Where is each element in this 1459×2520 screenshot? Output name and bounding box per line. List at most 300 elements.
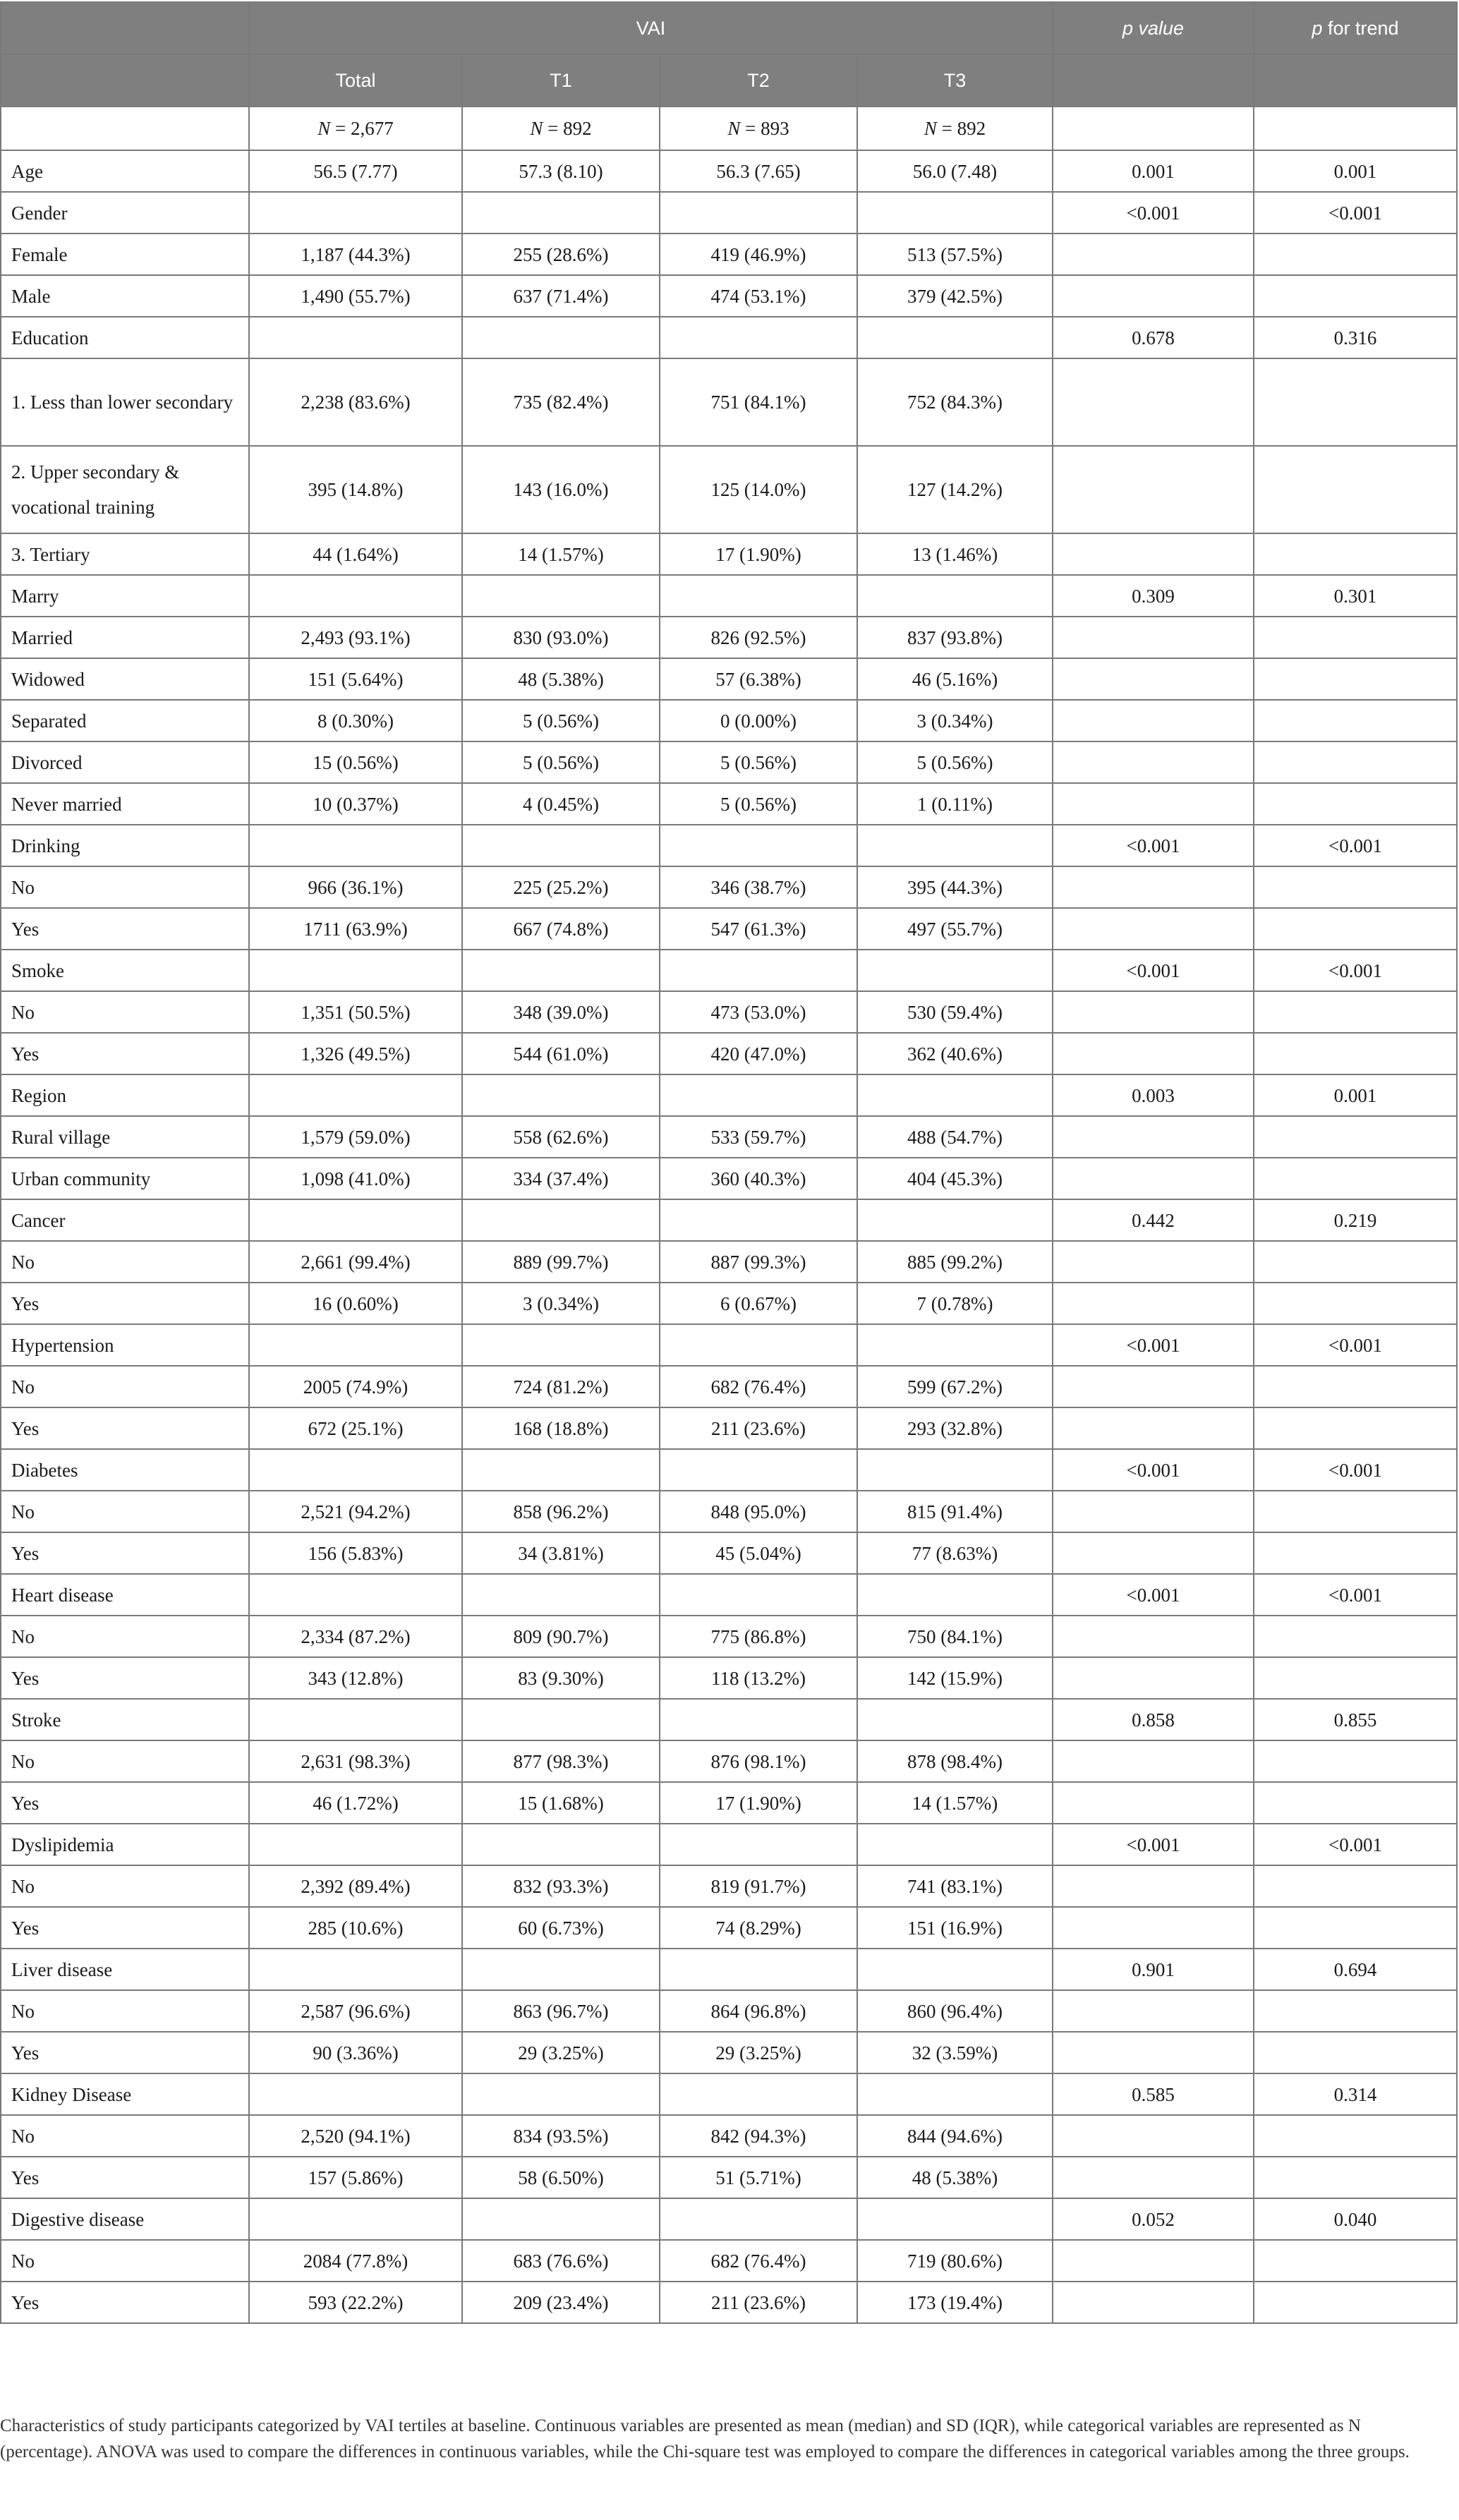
cell-p-value xyxy=(1053,234,1254,275)
n-t1 xyxy=(462,107,660,150)
cell-t3: 599 (67.2%) xyxy=(857,1366,1053,1407)
table-row xyxy=(1,1241,1457,1283)
cell-t2: 346 (38.7%) xyxy=(660,866,857,908)
table-row xyxy=(1,658,1457,700)
cell-t3: 14 (1.57%) xyxy=(857,1782,1053,1824)
table-row xyxy=(1,950,1457,991)
n-value: = 893 xyxy=(740,118,789,139)
cell-t3 xyxy=(857,575,1053,617)
cell-total xyxy=(249,2073,462,2115)
cell-t1 xyxy=(462,1824,660,1865)
cell-p-trend: 0.694 xyxy=(1254,1949,1457,1990)
cell-p-value xyxy=(1053,2032,1254,2073)
table-row xyxy=(1,2240,1457,2282)
cell-t3: 379 (42.5%) xyxy=(857,275,1053,317)
row-label: Divorced xyxy=(1,741,249,783)
cell-p-trend: 0.001 xyxy=(1254,1074,1457,1116)
cell-p-value xyxy=(1053,446,1254,533)
table-row xyxy=(1,358,1457,446)
cell-t2 xyxy=(660,2073,857,2115)
header-blank xyxy=(1,2,249,54)
cell-p-trend xyxy=(1254,783,1457,825)
row-label: No xyxy=(1,1990,249,2032)
cell-p-trend xyxy=(1254,2240,1457,2282)
cell-total xyxy=(249,1824,462,1865)
row-label: Age xyxy=(1,150,249,192)
cell-t3: 5 (0.56%) xyxy=(857,741,1053,783)
row-label: Yes xyxy=(1,908,249,950)
cell-t1: 558 (62.6%) xyxy=(462,1116,660,1158)
table-row xyxy=(1,1824,1457,1865)
cell-t1 xyxy=(462,1449,660,1491)
cell-t3: 513 (57.5%) xyxy=(857,234,1053,275)
cell-t3: 878 (98.4%) xyxy=(857,1740,1053,1782)
cell-t1: 15 (1.68%) xyxy=(462,1782,660,1824)
cell-t2: 876 (98.1%) xyxy=(660,1740,857,1782)
header-vai: VAI xyxy=(249,2,1053,54)
row-label: Marry xyxy=(1,575,249,617)
row-label: No xyxy=(1,1616,249,1657)
cell-total: 2084 (77.8%) xyxy=(249,2240,462,2282)
cell-total: 966 (36.1%) xyxy=(249,866,462,908)
cell-t1: 14 (1.57%) xyxy=(462,533,660,575)
row-label: Male xyxy=(1,275,249,317)
cell-p-value: <0.001 xyxy=(1053,1574,1254,1616)
header-t1: T1 xyxy=(462,54,660,107)
cell-t2 xyxy=(660,1949,857,1990)
cell-t3: 719 (80.6%) xyxy=(857,2240,1053,2282)
cell-p-value xyxy=(1053,1990,1254,2032)
cell-p-value: 0.858 xyxy=(1053,1699,1254,1740)
cell-t2 xyxy=(660,1074,857,1116)
cell-t3: 46 (5.16%) xyxy=(857,658,1053,700)
cell-t3: 741 (83.1%) xyxy=(857,1865,1053,1907)
table-row xyxy=(1,617,1457,658)
n-label: N xyxy=(727,118,741,139)
cell-t2: 0 (0.00%) xyxy=(660,700,857,741)
cell-t3 xyxy=(857,950,1053,991)
cell-t2: 864 (96.8%) xyxy=(660,1990,857,2032)
cell-t3: 885 (99.2%) xyxy=(857,1241,1053,1283)
cell-p-trend xyxy=(1254,1116,1457,1158)
cell-t2 xyxy=(660,1199,857,1241)
cell-total: 1711 (63.9%) xyxy=(249,908,462,950)
cell-total: 2,521 (94.2%) xyxy=(249,1491,462,1532)
cell-p-value xyxy=(1053,1782,1254,1824)
cell-t2: 29 (3.25%) xyxy=(660,2032,857,2073)
cell-total xyxy=(249,1074,462,1116)
cell-t3: 7 (0.78%) xyxy=(857,1283,1053,1324)
table-row xyxy=(1,1782,1457,1824)
cell-t2 xyxy=(660,317,857,358)
row-label: Never married xyxy=(1,783,249,825)
cell-total: 593 (22.2%) xyxy=(249,2282,462,2323)
cell-t2: 17 (1.90%) xyxy=(660,533,857,575)
table-row xyxy=(1,2032,1457,2073)
cell-t3: 3 (0.34%) xyxy=(857,700,1053,741)
cell-t2: 473 (53.0%) xyxy=(660,991,857,1033)
table-row xyxy=(1,275,1457,317)
cell-p-trend xyxy=(1254,1241,1457,1283)
table-row xyxy=(1,317,1457,358)
cell-p-trend xyxy=(1254,1033,1457,1074)
cell-p-value xyxy=(1053,908,1254,950)
cell-t2: 775 (86.8%) xyxy=(660,1616,857,1657)
cell-t2: 682 (76.4%) xyxy=(660,2240,857,2282)
cell-p-value xyxy=(1053,1657,1254,1699)
cell-t1: 5 (0.56%) xyxy=(462,700,660,741)
cell-t1: 209 (23.4%) xyxy=(462,2282,660,2323)
cell-p-trend xyxy=(1254,2282,1457,2323)
n-value: = 892 xyxy=(936,118,986,139)
cell-t3 xyxy=(857,317,1053,358)
cell-t2: 420 (47.0%) xyxy=(660,1033,857,1074)
cell-t1: 83 (9.30%) xyxy=(462,1657,660,1699)
row-label: No xyxy=(1,1241,249,1283)
cell-p-trend xyxy=(1254,908,1457,950)
cell-p-trend xyxy=(1254,358,1457,446)
cell-total: 46 (1.72%) xyxy=(249,1782,462,1824)
cell-t2: 887 (99.3%) xyxy=(660,1241,857,1283)
row-label: Yes xyxy=(1,2282,249,2323)
cell-total: 395 (14.8%) xyxy=(249,446,462,533)
cell-t1 xyxy=(462,2198,660,2240)
row-label: Urban community xyxy=(1,1158,249,1199)
header-t3: T3 xyxy=(857,54,1053,107)
n-total xyxy=(249,107,462,150)
row-label: Married xyxy=(1,617,249,658)
n-label: N xyxy=(924,118,937,139)
cell-p-trend: 0.001 xyxy=(1254,150,1457,192)
cell-total: 16 (0.60%) xyxy=(249,1283,462,1324)
cell-t1 xyxy=(462,317,660,358)
cell-p-trend xyxy=(1254,1158,1457,1199)
table-row xyxy=(1,1116,1457,1158)
cell-p-value xyxy=(1053,1407,1254,1449)
cell-total: 156 (5.83%) xyxy=(249,1532,462,1574)
cell-p-value xyxy=(1053,1241,1254,1283)
cell-t1: 34 (3.81%) xyxy=(462,1532,660,1574)
cell-p-trend: 0.855 xyxy=(1254,1699,1457,1740)
cell-p-trend xyxy=(1254,1366,1457,1407)
table-row xyxy=(1,446,1457,533)
cell-t3: 32 (3.59%) xyxy=(857,2032,1053,2073)
cell-t3 xyxy=(857,1074,1053,1116)
row-label: Yes xyxy=(1,2032,249,2073)
cell-t1 xyxy=(462,1949,660,1990)
cell-p-value xyxy=(1053,1616,1254,1657)
cell-t3: 497 (55.7%) xyxy=(857,908,1053,950)
row-label: Cancer xyxy=(1,1199,249,1241)
cell-p-trend xyxy=(1254,991,1457,1033)
cell-t1: 334 (37.4%) xyxy=(462,1158,660,1199)
cell-t2 xyxy=(660,575,857,617)
cell-t1 xyxy=(462,1699,660,1740)
row-label: Rural village xyxy=(1,1116,249,1158)
row-label: Yes xyxy=(1,1782,249,1824)
cell-t1: 5 (0.56%) xyxy=(462,741,660,783)
cell-total: 2,520 (94.1%) xyxy=(249,2115,462,2157)
cell-p-value xyxy=(1053,2115,1254,2157)
n-t2 xyxy=(660,107,857,150)
table-row xyxy=(1,1283,1457,1324)
cell-p-trend xyxy=(1254,1657,1457,1699)
cell-t1: 60 (6.73%) xyxy=(462,1907,660,1949)
cell-p-value: <0.001 xyxy=(1053,1324,1254,1366)
cell-p-value: 0.309 xyxy=(1053,575,1254,617)
table-row xyxy=(1,741,1457,783)
table-row xyxy=(1,1865,1457,1907)
row-label: No xyxy=(1,991,249,1033)
row-label: Education xyxy=(1,317,249,358)
cell-t1 xyxy=(462,825,660,866)
cell-p-value xyxy=(1053,866,1254,908)
cell-p-trend: <0.001 xyxy=(1254,1449,1457,1491)
cell-p-trend xyxy=(1254,1407,1457,1449)
cell-total xyxy=(249,575,462,617)
row-label: Diabetes xyxy=(1,1449,249,1491)
cell-t3 xyxy=(857,1449,1053,1491)
row-label: Liver disease xyxy=(1,1949,249,1990)
cell-t3: 293 (32.8%) xyxy=(857,1407,1053,1449)
cell-t2: 848 (95.0%) xyxy=(660,1491,857,1532)
cell-p-value xyxy=(1053,1033,1254,1074)
sample-size-row xyxy=(1,107,1457,150)
cell-p-value xyxy=(1053,2240,1254,2282)
cell-t1: 667 (74.8%) xyxy=(462,908,660,950)
row-label: 3. Tertiary xyxy=(1,533,249,575)
table-row xyxy=(1,1407,1457,1449)
cell-t2 xyxy=(660,2198,857,2240)
row-label: Hypertension xyxy=(1,1324,249,1366)
cell-t3 xyxy=(857,1574,1053,1616)
cell-t1: 724 (81.2%) xyxy=(462,1366,660,1407)
cell-t1: 830 (93.0%) xyxy=(462,617,660,658)
cell-t1: 637 (71.4%) xyxy=(462,275,660,317)
table-row xyxy=(1,1532,1457,1574)
n-value: = 2,677 xyxy=(330,118,394,139)
cell-t1 xyxy=(462,1324,660,1366)
header-blank xyxy=(1254,54,1457,107)
cell-t2: 5 (0.56%) xyxy=(660,783,857,825)
cell-p-value xyxy=(1053,1116,1254,1158)
cell-t3: 127 (14.2%) xyxy=(857,446,1053,533)
cell-t3: 1 (0.11%) xyxy=(857,783,1053,825)
cell-t1: 348 (39.0%) xyxy=(462,991,660,1033)
cell-p-value: 0.442 xyxy=(1053,1199,1254,1241)
cell-p-trend xyxy=(1254,617,1457,658)
cell-t3: 815 (91.4%) xyxy=(857,1491,1053,1532)
cell-p-value xyxy=(1053,700,1254,741)
cell-t3: 530 (59.4%) xyxy=(857,991,1053,1033)
cell-t3 xyxy=(857,1699,1053,1740)
cell-p-value xyxy=(1053,533,1254,575)
cell-t2: 57 (6.38%) xyxy=(660,658,857,700)
cell-t3: 362 (40.6%) xyxy=(857,1033,1053,1074)
cell-t2 xyxy=(660,1574,857,1616)
cell-p-trend xyxy=(1254,1491,1457,1532)
cell-total: 672 (25.1%) xyxy=(249,1407,462,1449)
cell-total: 2005 (74.9%) xyxy=(249,1366,462,1407)
cell-p-trend: 0.316 xyxy=(1254,317,1457,358)
row-label: Widowed xyxy=(1,658,249,700)
cell-t2: 6 (0.67%) xyxy=(660,1283,857,1324)
header-p-value: p value xyxy=(1053,2,1254,54)
row-label: No xyxy=(1,1366,249,1407)
cell-t3: 173 (19.4%) xyxy=(857,2282,1053,2323)
cell-t3 xyxy=(857,1324,1053,1366)
cell-total: 2,587 (96.6%) xyxy=(249,1990,462,2032)
cell-p-value xyxy=(1053,658,1254,700)
cell-total: 44 (1.64%) xyxy=(249,533,462,575)
cell-total xyxy=(249,1199,462,1241)
cell-p-trend: 0.040 xyxy=(1254,2198,1457,2240)
table-row xyxy=(1,1033,1457,1074)
table-row xyxy=(1,866,1457,908)
table-row xyxy=(1,991,1457,1033)
cell-t1: 29 (3.25%) xyxy=(462,2032,660,2073)
cell-t1: 58 (6.50%) xyxy=(462,2157,660,2198)
cell-total xyxy=(249,1699,462,1740)
table-row xyxy=(1,1199,1457,1241)
cell-p-value xyxy=(1053,2282,1254,2323)
cell-t3 xyxy=(857,1949,1053,1990)
header-row-group xyxy=(1,2,1457,54)
row-label: Digestive disease xyxy=(1,2198,249,2240)
table-row xyxy=(1,1158,1457,1199)
cell-total xyxy=(249,1449,462,1491)
cell-total: 10 (0.37%) xyxy=(249,783,462,825)
cell-p-value: <0.001 xyxy=(1053,192,1254,234)
table-row xyxy=(1,1907,1457,1949)
cell-t2 xyxy=(660,1824,857,1865)
header-row-columns xyxy=(1,54,1457,107)
cell-total: 151 (5.64%) xyxy=(249,658,462,700)
cell-t3 xyxy=(857,1824,1053,1865)
cell-t1: 889 (99.7%) xyxy=(462,1241,660,1283)
cell-t3: 395 (44.3%) xyxy=(857,866,1053,908)
table-row xyxy=(1,700,1457,741)
cell-t2: 118 (13.2%) xyxy=(660,1657,857,1699)
cell-t1: 858 (96.2%) xyxy=(462,1491,660,1532)
cell-p-trend xyxy=(1254,533,1457,575)
header-p-trend xyxy=(1254,2,1457,54)
cell-total: 56.5 (7.77) xyxy=(249,150,462,192)
row-label: Kidney Disease xyxy=(1,2073,249,2115)
table-row xyxy=(1,2157,1457,2198)
n-value: = 892 xyxy=(543,118,592,139)
cell-p-value xyxy=(1053,741,1254,783)
cell-p-trend xyxy=(1254,234,1457,275)
cell-total: 157 (5.86%) xyxy=(249,2157,462,2198)
cell-p-value xyxy=(1053,1283,1254,1324)
cell-p-value xyxy=(1053,1366,1254,1407)
row-label: No xyxy=(1,866,249,908)
table-row xyxy=(1,825,1457,866)
cell-t2: 682 (76.4%) xyxy=(660,1366,857,1407)
cell-t1: 225 (25.2%) xyxy=(462,866,660,908)
cell-t2: 17 (1.90%) xyxy=(660,1782,857,1824)
row-label: No xyxy=(1,1740,249,1782)
table-row xyxy=(1,1574,1457,1616)
cell-total: 285 (10.6%) xyxy=(249,1907,462,1949)
cell-t1 xyxy=(462,2073,660,2115)
cell-t3: 142 (15.9%) xyxy=(857,1657,1053,1699)
cell-t2: 74 (8.29%) xyxy=(660,1907,857,1949)
cell-total: 1,098 (41.0%) xyxy=(249,1158,462,1199)
cell-t2 xyxy=(660,192,857,234)
cell-p-trend xyxy=(1254,658,1457,700)
table-row xyxy=(1,783,1457,825)
cell-total: 90 (3.36%) xyxy=(249,2032,462,2073)
table-row xyxy=(1,533,1457,575)
row-label: Yes xyxy=(1,2157,249,2198)
table-row xyxy=(1,234,1457,275)
cell-t1: 832 (93.3%) xyxy=(462,1865,660,1907)
cell-t2: 51 (5.71%) xyxy=(660,2157,857,2198)
cell-t3 xyxy=(857,192,1053,234)
cell-total: 1,326 (49.5%) xyxy=(249,1033,462,1074)
cell-p-value: <0.001 xyxy=(1053,950,1254,991)
cell-p-value: 0.585 xyxy=(1053,2073,1254,2115)
cell-p-value xyxy=(1053,783,1254,825)
cell-p-value: 0.901 xyxy=(1053,1949,1254,1990)
cell-t2: 533 (59.7%) xyxy=(660,1116,857,1158)
row-label: Region xyxy=(1,1074,249,1116)
cell-t1: 863 (96.7%) xyxy=(462,1990,660,2032)
cell-t2: 45 (5.04%) xyxy=(660,1532,857,1574)
cell-t3 xyxy=(857,2198,1053,2240)
cell-t3: 837 (93.8%) xyxy=(857,617,1053,658)
cell-p-trend xyxy=(1254,1782,1457,1824)
row-label: Heart disease xyxy=(1,1574,249,1616)
cell-t2: 819 (91.7%) xyxy=(660,1865,857,1907)
table-row xyxy=(1,1616,1457,1657)
cell-t3: 404 (45.3%) xyxy=(857,1158,1053,1199)
cell-t1: 735 (82.4%) xyxy=(462,358,660,446)
cell-p-trend xyxy=(1254,2032,1457,2073)
cell-p-trend: 0.314 xyxy=(1254,2073,1457,2115)
header-blank xyxy=(1,54,249,107)
row-label: Stroke xyxy=(1,1699,249,1740)
cell-p-value xyxy=(1053,1740,1254,1782)
cell-t2 xyxy=(660,825,857,866)
row-label: Yes xyxy=(1,1407,249,1449)
cell-total: 15 (0.56%) xyxy=(249,741,462,783)
cell-p-value xyxy=(1053,358,1254,446)
cell-t2: 842 (94.3%) xyxy=(660,2115,857,2157)
table-row xyxy=(1,1449,1457,1491)
cell-total: 1,579 (59.0%) xyxy=(249,1116,462,1158)
cell-p-trend: 0.219 xyxy=(1254,1199,1457,1241)
cell-t3 xyxy=(857,825,1053,866)
cell-t2: 56.3 (7.65) xyxy=(660,150,857,192)
row-label: No xyxy=(1,1865,249,1907)
table-row xyxy=(1,1949,1457,1990)
cell-t1: 255 (28.6%) xyxy=(462,234,660,275)
cell-t1: 544 (61.0%) xyxy=(462,1033,660,1074)
cell-p-trend xyxy=(1254,1740,1457,1782)
cell-t3: 750 (84.1%) xyxy=(857,1616,1053,1657)
header-blank xyxy=(1053,54,1254,107)
cell-total: 1,351 (50.5%) xyxy=(249,991,462,1033)
cell-p-value: <0.001 xyxy=(1053,1824,1254,1865)
cell-total: 1,490 (55.7%) xyxy=(249,275,462,317)
cell-t1: 143 (16.0%) xyxy=(462,446,660,533)
row-label: No xyxy=(1,1491,249,1532)
cell-total xyxy=(249,950,462,991)
cell-t3: 488 (54.7%) xyxy=(857,1116,1053,1158)
